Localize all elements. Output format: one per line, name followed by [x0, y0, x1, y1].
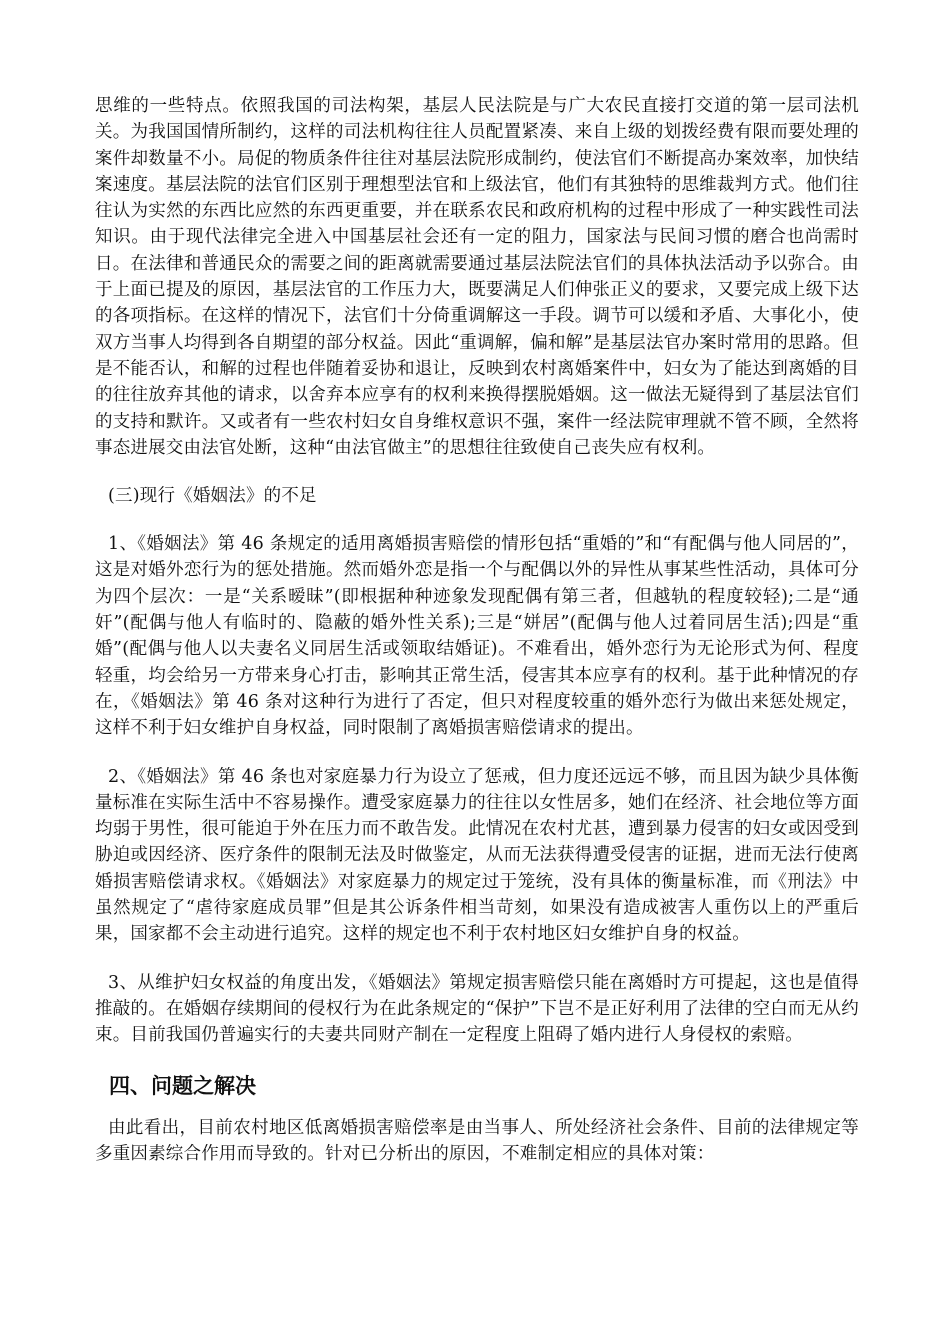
subheading-3: (三)现行《婚姻法》的不足: [108, 486, 317, 507]
paragraph-solution: 由此看出，目前农村地区低离婚损害赔偿率是由当事人、所处经济社会条件、目前的法律规定等多重因素综合作用而导致的。针对已分析出的原因，不难制定相应的具体对策：: [95, 1117, 859, 1164]
paragraph-3: 3、从维护妇女权益的角度出发，《婚姻法》第规定损害赔偿只能在离婚时方可提起，这也是值得推敲的。在婚姻存续期间的侵权行为在此条规定的“保护”下岂不是正好利用了法律的空白而无从约束。目前我国仍普遍实行的夫妻共同财产制在一定程度上阻碍了婚内进行人身侵权的索赔。: [95, 972, 859, 1046]
paragraph-2: 2、《婚姻法》第 46 条也对家庭暴力行为设立了惩戒，但力度还远远不够，而且因为缺少具体衡量标准在实际生活中不容易操作。遭受家庭暴力的往往以女性居多，她们在经济、社会地位等方面均弱于男性，很可能迫于外在压力而不敢告发。此情况在农村尤甚，遭到暴力侵害的妇女或因受到胁迫或因经济、医疗条件的限制无法及时做鉴定，从而无法获得遭受侵害的证据，进而无法行使离婚损害赔偿请求权。《婚姻法》对家庭暴力的规定过于笼统，没有具体的衡量标准，而《刑法》中虽然规定了“虐待家庭成员罪”但是其公诉条件相当苛刻，如果没有造成被害人重伤以上的严重后果，国家都不会主动进行追究。这样的规定也不利于农村地区妇女维护自身的权益。: [95, 766, 859, 945]
section-title-4: 四、问题之解决: [109, 1073, 256, 1098]
document-page: [95, 93, 859, 1189]
paragraph-intro: 思维的一些特点。依照我国的司法构架，基层人民法院是与广大农民直接打交道的第一层司法机关。为我国国情所制约，这样的司法机构往往人员配置紧凑、来自上级的划拨经费有限而要处理的案件却数量不小。局促的物质条件往往对基层法院形成制约，使法官们不断提高办案效率，加快结案速度。基层法院的法官们区别于理想型法官和上级法官，他们有其独特的思维裁判方式。他们往往认为实然的东西比应然的东西更重要，并在联系农民和政府机构的过程中形成了一种实践性司法知识。由于现代法律完全进入中国基层社会还有一定的阻力，国家法与民间习惯的磨合也尚需时日。在法律和普通民众的需要之间的距离就需要通过基层法院法官们的具体执法活动予以弥合。由于上面已提及的原因，基层法官的工作压力大，既要满足人们伸张正义的要求，又要完成上级下达的各项指标。在这样的情况下，法官们十分倚重调解这一手段。调节可以缓和矛盾、大事化小，使双方当事人均得到各自期望的部分权益。因此“重调解，偏和解”是基层法官办案时常用的思路。但是不能否认，和解的过程也伴随着妥协和退让，反映到农村离婚案件中，妇女为了能达到离婚的目的往往放弃其他的请求，以舍弃本应享有的权利来换得摆脱婚姻。这一做法无疑得到了基层法官们的支持和默许。又或者有一些农村妇女自身维权意识不强，案件一经法院审理就不管不顾，全然将事态进展交由法官处断，这种“由法官做主”的思想往往致使自己丧失应有权利。: [95, 96, 859, 458]
paragraph-1: 1、《婚姻法》第 46 条规定的适用离婚损害赔偿的情形包括“重婚的”和“有配偶与他人同居的”，这是对婚外恋行为的惩处措施。然而婚外恋是指一个与配偶以外的异性从事某些性活动，具体可分为四个层次：一是“关系暧昧”(即根据种种迹象发现配偶有第三者，但越轨的程度较轻);二是“通奸”(配偶与他人有临时的、隐蔽的婚外性关系);三是“姘居”(配偶与他人过着同居生活);四是“重婚”(配偶与他人以夫妻名义同居生活或领取结婚证)。不难看出，婚外恋行为无论形式为何、程度轻重，均会给另一方带来身心打击，影响其正常生活，侵害其本应享有的权利。基于此种情况的存在，《婚姻法》第 46 条对这种行为进行了否定，但只对程度较重的婚外恋行为做出来惩处规定，这样不利于妇女维护自身权益，同时限制了离婚损害赔偿请求的提出。: [95, 534, 859, 739]
